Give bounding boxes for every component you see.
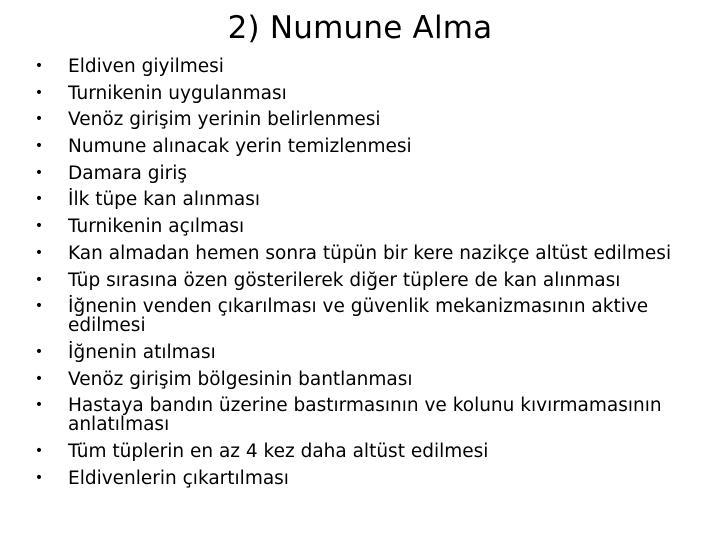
list-item [32,244,672,263]
list-item-text: Eldiven giyilmesi [68,56,224,77]
list-item [32,343,672,362]
list-item-text: Turnikenin uygulanması [68,82,287,104]
list-item-text: Kan almadan hemen sonra tüpün bir kere nazikçe altüst edilmesi [68,242,672,264]
list-item-text: İlk tüpe kan alınması [68,189,260,211]
list-item-text: Turnikenin açılması [68,216,245,238]
bullet-icon: • [34,218,44,235]
list-item [32,137,672,156]
bullet-icon: • [34,191,44,208]
list-item [32,271,672,290]
list-item [32,164,672,183]
bullet-icon: • [34,343,44,360]
bullet-icon: • [34,58,44,74]
bullet-icon: • [34,370,44,387]
bullet-icon: • [34,111,44,128]
list-item [32,370,672,389]
bullet-icon: • [34,271,44,288]
bullet-icon: • [34,244,44,261]
bullet-icon: • [34,84,44,101]
list-item-text: Tüp sırasına özen gösterilerek diğer tüplere de kan alınması [68,269,621,291]
list-item-text: Damara giriş [68,162,188,184]
list-item-text: İğnenin atılması [68,341,216,363]
bullet-icon: • [34,298,44,315]
list-item [32,396,672,434]
list-item-text: Tüm tüplerin en az 4 kez daha altüst edilmesi [68,440,489,462]
bullet-icon: • [34,397,44,414]
bullet-icon: • [34,469,44,486]
list-item [32,217,672,236]
list-item-text: Venöz girişim bölgesinin bantlanması [68,368,413,390]
list-item [32,110,672,129]
list-item [32,84,672,103]
bullet-icon: • [34,164,44,181]
list-item-text: Hastaya bandın üzerine bastırmasının ve kolunu kıvırmamasının anlatılması [68,395,662,436]
bullet-list [32,57,672,495]
list-item [32,57,672,76]
list-item [32,442,672,461]
list-item-text: Venöz girişim yerinin belirlenmesi [68,109,381,131]
bullet-icon: • [34,442,44,459]
bullet-icon: • [34,138,44,155]
slide-title: 2) Numune Alma [227,10,493,46]
list-item [32,190,672,209]
list-item [32,297,672,335]
list-item-text: İğnenin venden çıkarılması ve güvenlik mekanizmasının aktive edilmesi [68,296,649,337]
list-item-text: Numune alınacak yerin temizlenmesi [68,136,412,158]
list-item-text: Eldivenlerin çıkartılması [68,467,289,489]
list-item [32,469,672,488]
